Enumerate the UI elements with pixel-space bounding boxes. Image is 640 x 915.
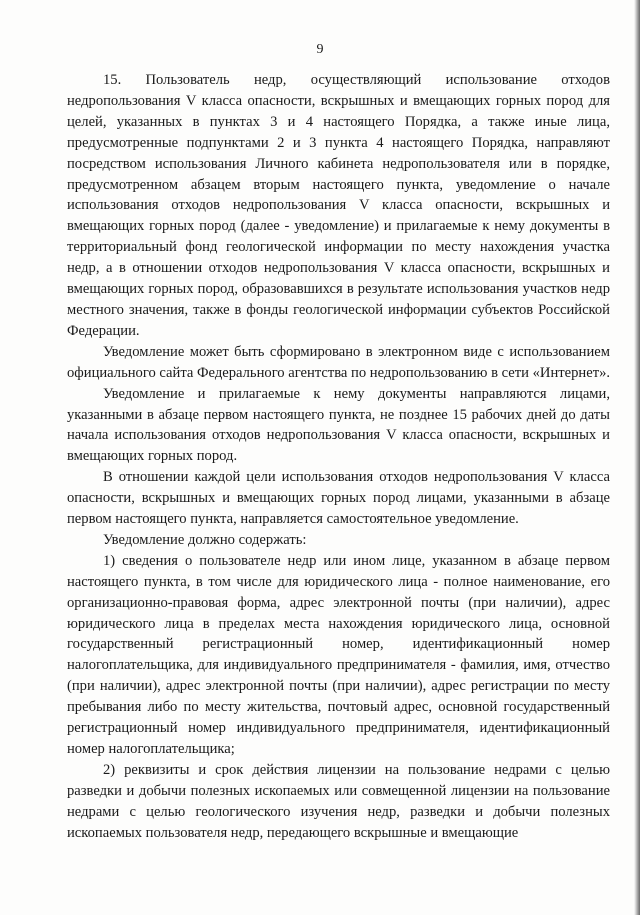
- paragraph-subitem-1: 1) сведения о пользователе недр или ином лице, указанном в абзаце первом настоящего пункта, в том числе для юридического лица - полное наименование, его организационно-правовая форма, адрес электронной почты (при наличии), адрес юридического лица в пределах места нахождения юридического лица, основной государственный регистрационный номер, идентификационный номер налогоплательщика, для индивидуального предпринимателя - фамилия, имя, отчество (при наличии), адрес электронной почты (при наличии), адрес регистрации по месту пребывания либо по месту жительства, почтовый адрес, основной государственный регистрационный номер индивидуального предпринимателя, идентификационный номер налогоплательщика;: [67, 552, 610, 757]
- page-number: 9: [316, 42, 324, 57]
- document-body: [67, 70, 610, 844]
- paragraph-deadline: Уведомление и прилагаемые к нему документы направляются лицами, указанными в абзаце первом настоящего пункта, не позднее 15 рабочих дней до даты начала использования отходов недропользования V класса опасности, вскрышных и вмещающих горных пород.: [67, 385, 610, 465]
- paragraph-electronic-form: Уведомление может быть сформировано в электронном виде с использованием официального сайта Федерального агентства по недропользованию в сети «Интернет».: [67, 343, 611, 381]
- paragraph-item-15: 15. Пользователь недр, осуществляющий использование отходов недропользования V класса опасности, вскрышных и вмещающих горных пород для целей, указанных в пунктах 3 и 4 настоящего Порядка, а также иные лица, предусмотренные подпунктами 2 и 3 пункта 4 настоящего Порядка, направляют посредством использования Личного кабинета недропользователя или в порядке, предусмотренном абзацем вторым настоящего пункта, уведомление о начале использования отходов недропользования V класса опасности, вскрышных и вмещающих горных пород (далее - уведомление) и прилагаемые к нему документы в территориальный фонд геологической информации по месту нахождения участка недр, а в отношении отходов недропользования V класса опасности, вскрышных и вмещающих горных пород, образовавшихся в результате использования участков недр местного значения, также в фонды геологической информации субъектов Российской Федерации.: [67, 72, 610, 339]
- paragraph-separate-notice: В отношении каждой цели использования отходов недропользования V класса опасности, вскрышных и вмещающих горных пород лицами, указанными в абзаце первом настоящего пункта, направляется самостоятельное уведомление.: [67, 469, 610, 528]
- paragraph-notice-contents: Уведомление должно содержать:: [103, 531, 307, 548]
- scan-edge-shadow: [634, 0, 640, 915]
- paragraph-subitem-2: 2) реквизиты и срок действия лицензии на пользование недрами с целью разведки и добычи полезных ископаемых или совмещенной лицензии на пользование недрами с целью геологического изучения недр, разведки и добычи полезных ископаемых пользователя недр, передающего вскрышные и вмещающие: [67, 761, 610, 841]
